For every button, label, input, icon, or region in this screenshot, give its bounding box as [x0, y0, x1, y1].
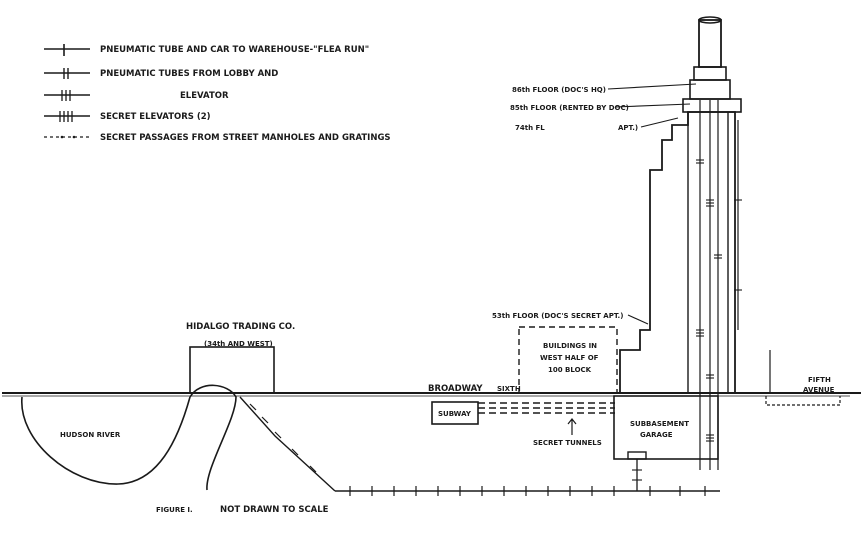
flea-run-tube-slope: [240, 397, 335, 491]
garage-line1: SUBBASEMENT: [630, 420, 690, 428]
hudson-river-basin: [22, 397, 190, 484]
legend-label-4: SECRET ELEVATORS (2): [100, 112, 211, 122]
legend-label-1: PNEUMATIC TUBE AND CAR TO WAREHOUSE-"FLEA RUN": [100, 45, 370, 55]
scale-note: NOT DRAWN TO SCALE: [220, 505, 329, 515]
hidalgo-address: (34th AND WEST): [204, 340, 273, 348]
legend-item-elevator: [44, 90, 229, 101]
subway-label: SUBWAY: [438, 410, 471, 418]
hidalgo-name: HIDALGO TRADING CO.: [186, 322, 296, 332]
buildings-line2: WEST HALF OF: [540, 354, 599, 362]
skyscraper: [620, 17, 741, 393]
broadway-label: BROADWAY: [428, 384, 483, 394]
legend-item-pneumatic-tubes-lobby: [44, 68, 278, 79]
fifth-avenue-line1: FIFTH: [808, 376, 831, 384]
secret-tunnels-label: SECRET TUNNELS: [533, 439, 602, 447]
legend: [44, 44, 391, 143]
figure-number: FIGURE I.: [156, 506, 193, 514]
floor-74-label-end: APT.): [618, 124, 639, 132]
garage-tube-station: [628, 452, 646, 459]
buildings-line3: 100 BLOCK: [548, 366, 592, 374]
buildings-line1: BUILDINGS IN: [543, 342, 598, 350]
legend-label-5: SECRET PASSAGES FROM STREET MANHOLES AND GRATINGS: [100, 133, 391, 143]
legend-label-3: ELEVATOR: [180, 91, 229, 101]
hudson-river-label: HUDSON RIVER: [60, 431, 121, 439]
secret-tunnels-arrow: [568, 419, 576, 435]
legend-item-secret-passages: [44, 133, 391, 143]
floor-86-label: 86th FLOOR (DOC'S HQ): [512, 86, 606, 94]
legend-item-pneumatic-tube-warehouse: [44, 44, 369, 56]
floor-53-label: 53th FLOOR (DOC'S SECRET APT.): [492, 312, 624, 320]
floor-86-leader: [608, 84, 696, 89]
floor-74-label: 74th FL: [515, 124, 545, 132]
fifth-avenue-line2: AVENUE: [803, 386, 835, 394]
land-mound: [190, 385, 236, 490]
legend-item-secret-elevators: [44, 111, 211, 122]
sixth-label: SIXTH: [497, 385, 521, 393]
garage-line2: GARAGE: [640, 431, 673, 439]
floor-85-label: 85th FLOOR (RENTED BY DOC): [510, 104, 629, 112]
legend-label-2: PNEUMATIC TUBES FROM LOBBY AND: [100, 69, 279, 79]
fifth-avenue-passage: [766, 396, 840, 405]
secret-tunnels: [478, 403, 615, 413]
flea-run-ticks: [250, 404, 316, 472]
tower-shafts: [700, 100, 738, 470]
flea-run-tube-bottom: [335, 486, 720, 496]
floor-53-leader: [628, 315, 648, 324]
